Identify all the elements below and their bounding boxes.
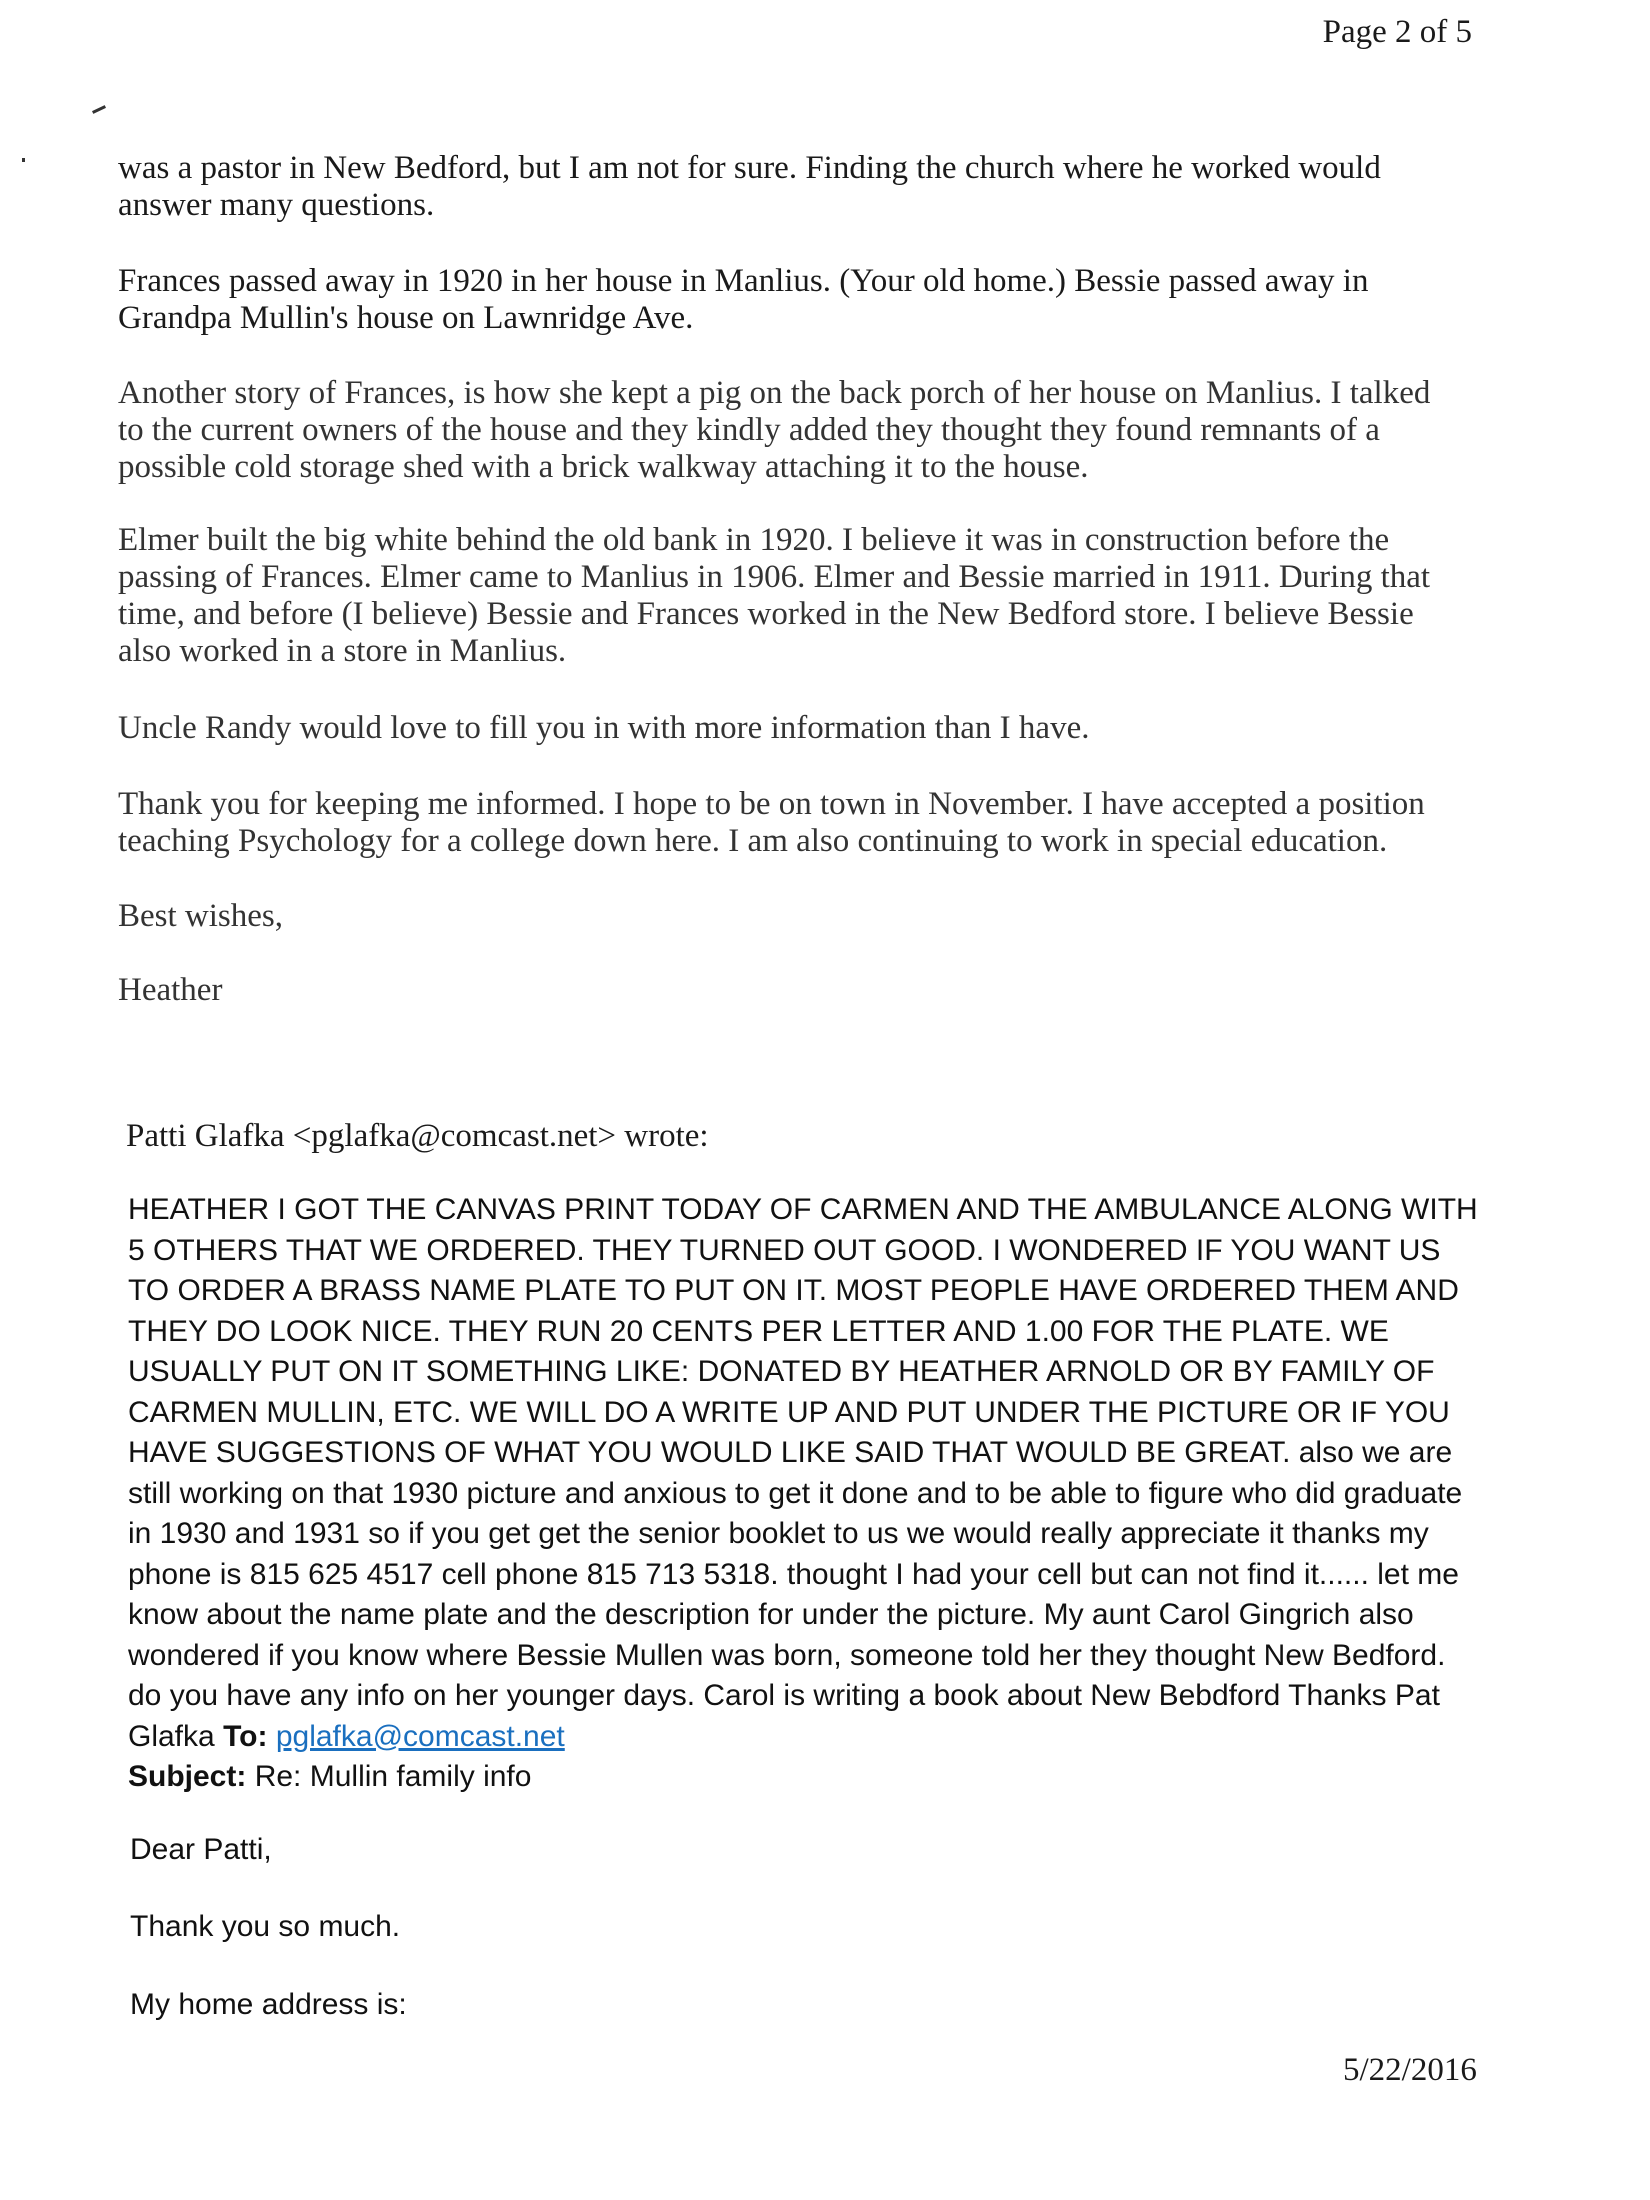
page-number: Page 2 of 5 [1322, 14, 1472, 50]
subject-label: Subject: [128, 1760, 247, 1793]
reply-paragraph: Frances passed away in 1920 in her house in Manlius. (Your old home.) Bessie passed away in Grandpa Mullin's house on Lawnridge Ave. [118, 263, 1369, 336]
greeting: Dear Patti, [130, 1833, 272, 1866]
message-line: My home address is: [130, 1988, 407, 2021]
to-label: To: [223, 1719, 268, 1753]
reply-paragraph: Elmer built the big white behind the old bank in 1920. I believe it was in construction before the passing of Frances. Elmer came to Manlius in 1906. Elmer and Bessie married in 1911. During that time, and before (I believe) Bessie and Frances worked in the New Bedford store. I believe Bessie also worked in a store in Manlius. [118, 522, 1431, 669]
reply-paragraph: Uncle Randy would love to fill you in with more information than I have. [118, 710, 1090, 746]
signature: Heather [118, 972, 223, 1008]
quoted-attribution: Patti Glafka <pglafka@comcast.net> wrote: [126, 1118, 709, 1154]
subject-value: Re: Mullin family info [254, 1760, 532, 1793]
reply-paragraph: was a pastor in New Bedford, but I am not for sure. Finding the church where he worked would answer many questions. [118, 150, 1381, 223]
reply-paragraph: Thank you for keeping me informed. I hope to be on town in November. I have accepted a position teaching Psychology for a college down here. I am also continuing to work in special education. [118, 786, 1425, 859]
message-line: Thank you so much. [130, 1910, 401, 1943]
email-link[interactable]: pglafka@comcast.net [275, 1719, 565, 1753]
reply-paragraph: Another story of Frances, is how she kept a pig on the back porch of her house on Manlius. I talked to the current owners of the house and they kindly added they thought they found remnants of a possible cold storage shed with a brick walkway attaching it to the house. [118, 375, 1431, 485]
scan-mark [92, 105, 106, 114]
quoted-email-body [128, 1190, 1478, 1798]
closing: Best wishes, [118, 898, 283, 934]
quoted-body-text: HEATHER I GOT THE CANVAS PRINT TODAY OF CARMEN AND THE AMBULANCE ALONG WITH 5 OTHERS THAT WE ORDERED. THEY TURNED OUT GOOD. I WONDERED IF YOU WANT US TO ORDER A BRASS NAME PLATE TO PUT ON IT. MOST PEOPLE HAVE ORDERED THEM AND THEY DO LOOK NICE. THEY RUN 20 CENTS PER LETTER AND 1.00 FOR THE PLATE. WE USUALLY PUT ON IT SOMETHING LIKE: DONATED BY HEATHER ARNOLD OR BY FAMILY OF CARMEN MULLIN, ETC. WE WILL DO A WRITE UP AND PUT UNDER THE PICTURE OR IF YOU HAVE SUGGESTIONS OF WHAT YOU WOULD LIKE SAID THAT WOULD BE GREAT. also we are still working on that 1930 picture and anxious to get it done and to be able to figure who did graduate in 1930 and 1931 so if you get get the senior booklet to us we would really appreciate it thanks my phone is 815 625 4517 cell phone 815 713 5318. thought I had your cell but can not find it...... let me know about the name plate and the description for under the picture. My aunt Carol Gingrich also wondered if you know where Bessie Mullen was born, someone told her they thought New Bedford. do you have any info on her younger days. Carol is writing a book about New Bebdford Thanks Pat Glafka [128, 1193, 1478, 1753]
scan-mark [22, 158, 25, 162]
page-date: 5/22/2016 [1343, 2052, 1477, 2088]
